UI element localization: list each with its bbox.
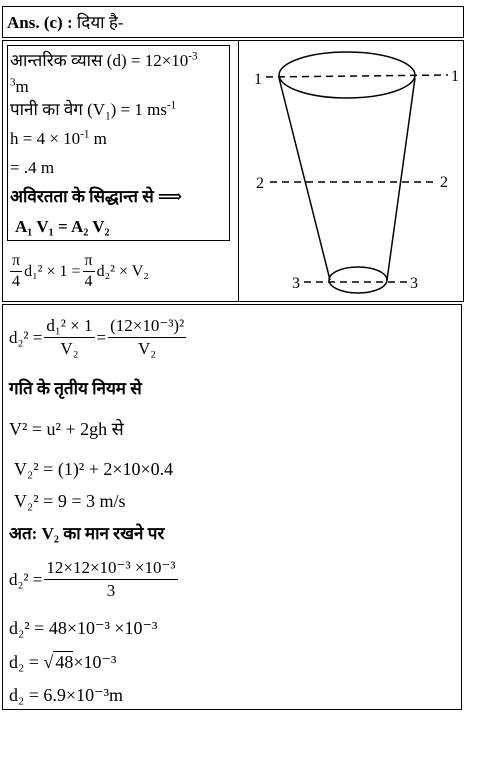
equation-6: d₂² = 48×10⁻³ ×10⁻³	[9, 618, 158, 638]
sqrt-sign: √	[43, 652, 54, 672]
label-2-right: 2	[440, 174, 448, 191]
eq1-lhs: d₂² =	[9, 327, 43, 347]
eq7-radicand: 48	[55, 652, 74, 672]
pi-denominator-2: 4	[84, 273, 93, 290]
label-1-right: 1	[451, 68, 459, 85]
continuity-line: अविरतता के सिद्धान्त से ⟹	[10, 187, 183, 206]
diameter-line	[10, 52, 197, 69]
diameter-unit: m	[15, 77, 29, 96]
pi-denominator-1: 4	[12, 273, 21, 290]
height-unit: m	[89, 129, 107, 148]
equation-1	[9, 316, 188, 359]
label-1-left: 1	[254, 71, 262, 88]
velocity-label: पानी का वेग (V	[10, 100, 106, 119]
pipe-diagram	[240, 42, 462, 300]
eq7-rest: ×10⁻³	[73, 652, 117, 672]
answer-label: Ans. (c) :	[7, 13, 73, 32]
right-wall	[387, 78, 415, 280]
equation-2: V² = u² + 2gh से	[9, 419, 124, 439]
continuity-equation: A₁ V₁ = A₂ V₂	[15, 217, 110, 236]
equation-5	[9, 558, 180, 601]
eq1-equals: =	[96, 327, 107, 347]
left-wall	[279, 78, 330, 280]
diameter-unit-line: $^3$m	[10, 76, 29, 96]
eq5-frac	[44, 558, 177, 601]
eq5-lhs: d₂² =	[9, 569, 43, 589]
eq5-den: 3	[106, 581, 116, 600]
velocity-exp: -1	[166, 99, 177, 112]
height-eq-line: = .4 m	[10, 158, 55, 177]
pi-numerator-1: π	[10, 252, 22, 272]
height-value: h = 4 × 10	[10, 129, 81, 148]
velocity-sub: 1	[105, 110, 111, 123]
pi-frac-2	[83, 252, 95, 291]
equation-8: d₂ = 6.9×10⁻³m	[9, 685, 123, 705]
header-text: दिया है-	[76, 13, 124, 32]
equation-3: V₂² = (1)² + 2×10×0.4	[14, 459, 174, 479]
eq1-frac-2	[108, 316, 186, 359]
diameter-label: आन्तरिक व्यास (d) = 12×10	[10, 51, 189, 70]
substitute-heading: अत: V₂ का मान रखने पर	[9, 524, 165, 543]
height-exp: -1	[80, 128, 90, 141]
equation-7	[9, 653, 116, 671]
header-line	[7, 14, 124, 31]
pi-numerator-2: π	[83, 252, 95, 272]
pi-rhs: d₂² × V₂	[96, 262, 149, 280]
pi-lhs: d₁² × 1 =	[24, 262, 81, 280]
eq5-num: 12×12×10⁻³ ×10⁻³	[44, 558, 177, 580]
equation-4: V₂² = 9 = 3 m/s	[14, 491, 126, 511]
label-3-left: 3	[292, 275, 300, 292]
pi-frac-1	[10, 252, 22, 291]
eq1-num-2: (12×10⁻³)²	[108, 316, 186, 338]
column-divider	[238, 40, 239, 302]
label-3-right: 3	[410, 275, 418, 292]
eq1-den-1: V₂	[60, 339, 79, 358]
velocity-line	[10, 99, 177, 123]
third-law-heading: गति के तृतीय नियम से	[9, 379, 142, 398]
eq1-frac-1	[44, 316, 94, 359]
bottom-ellipse	[329, 267, 387, 293]
top-ellipse	[279, 52, 415, 98]
velocity-value: ) = 1 ms	[110, 100, 167, 119]
eq1-den-2: V₂	[138, 339, 157, 358]
eq1-num-1: d₁² × 1	[44, 316, 94, 338]
pi-equation	[8, 252, 149, 291]
dash-line-1	[266, 75, 448, 77]
height-line	[10, 130, 107, 147]
diameter-exp: -3	[188, 50, 198, 63]
label-2-left: 2	[256, 175, 264, 192]
eq7-lhs: d₂ =	[9, 652, 39, 672]
